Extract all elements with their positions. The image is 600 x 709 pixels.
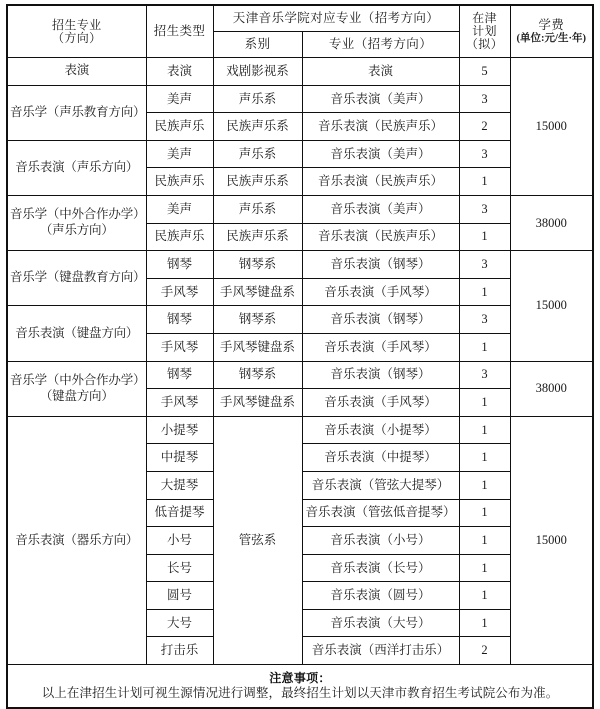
- cell-major-line: 音乐学（声乐教育方向）: [10, 104, 146, 119]
- cell-quota: 3: [459, 195, 510, 223]
- cell-enrollment-type: 低音提琴: [146, 499, 213, 527]
- cell-department: 戏剧影视系: [213, 58, 302, 86]
- cell-major-line: 音乐学（键盘教育方向）: [10, 270, 146, 285]
- cell-quota: 1: [459, 168, 510, 196]
- cell-enrollment-type: 美声: [146, 140, 213, 168]
- table-row: [7, 140, 593, 168]
- cell-enrollment-type: 小号: [146, 527, 213, 555]
- cell-quota: 1: [459, 333, 510, 361]
- cell-program: 音乐表演（管弦大提琴）: [302, 471, 459, 499]
- cell-quota: 1: [459, 609, 510, 637]
- cell-quota: 1: [459, 278, 510, 306]
- cell-major-line: 音乐表演（器乐方向）: [15, 532, 139, 547]
- cell-department: 手风琴键盘系: [213, 333, 302, 361]
- cell-program: 音乐表演（民族声乐）: [302, 168, 459, 196]
- cell-program: 音乐表演（民族声乐）: [302, 223, 459, 251]
- footnote-cell: [7, 665, 593, 709]
- cell-department: 民族声乐系: [213, 113, 302, 141]
- cell-enrollment-type: 表演: [146, 58, 213, 86]
- table-footer: [7, 665, 593, 709]
- cell-program: 表演: [302, 58, 459, 86]
- cell-department: 手风琴键盘系: [213, 278, 302, 306]
- cell-enrollment-type: 钢琴: [146, 306, 213, 334]
- cell-major-line: 音乐表演（键盘方向）: [15, 325, 139, 340]
- cell-quota: 2: [459, 113, 510, 141]
- cell-major: [7, 416, 146, 664]
- cell-program: 音乐表演（美声）: [302, 140, 459, 168]
- header-quota-line2: 计划: [472, 24, 497, 39]
- cell-department: 民族声乐系: [213, 223, 302, 251]
- cell-enrollment-type: 大号: [146, 609, 213, 637]
- cell-department: 钢琴系: [213, 361, 302, 389]
- cell-enrollment-type: 手风琴: [146, 278, 213, 306]
- cell-program: 音乐表演（手风琴）: [302, 389, 459, 417]
- cell-quota: 3: [459, 140, 510, 168]
- cell-program: 音乐表演（大号）: [302, 609, 459, 637]
- cell-major: [7, 195, 146, 250]
- cell-department: 手风琴键盘系: [213, 389, 302, 417]
- footnote-row: [7, 665, 593, 709]
- cell-major: [7, 306, 146, 361]
- cell-program: 音乐表演（圆号）: [302, 582, 459, 610]
- cell-program: 音乐表演（手风琴）: [302, 333, 459, 361]
- cell-quota: 1: [459, 499, 510, 527]
- table-body: [7, 58, 593, 665]
- cell-quota: 1: [459, 416, 510, 444]
- header-quota-line1: 在津: [472, 11, 497, 26]
- header-row-1: [7, 5, 593, 32]
- cell-enrollment-type: 民族声乐: [146, 223, 213, 251]
- cell-program: 音乐表演（长号）: [302, 554, 459, 582]
- cell-enrollment-type: 小提琴: [146, 416, 213, 444]
- header-major: [7, 5, 146, 58]
- cell-enrollment-type: 长号: [146, 554, 213, 582]
- cell-enrollment-type: 圆号: [146, 582, 213, 610]
- cell-quota: 1: [459, 389, 510, 417]
- cell-program: 音乐表演（手风琴）: [302, 278, 459, 306]
- cell-major-line: （声乐方向）: [39, 223, 114, 238]
- cell-enrollment-type: 打击乐: [146, 637, 213, 665]
- cell-major: [7, 140, 146, 195]
- cell-program: 音乐表演（钢琴）: [302, 361, 459, 389]
- cell-enrollment-type: 民族声乐: [146, 168, 213, 196]
- footnote-title: 注意事项：: [269, 671, 331, 686]
- cell-quota: 1: [459, 582, 510, 610]
- cell-quota: 5: [459, 58, 510, 86]
- table-row: [7, 195, 593, 223]
- header-tuition: [510, 5, 593, 58]
- header-enrollment-type: 招生类型: [146, 5, 213, 58]
- cell-quota: 1: [459, 471, 510, 499]
- cell-major: [7, 251, 146, 306]
- cell-enrollment-type: 民族声乐: [146, 113, 213, 141]
- cell-major: [7, 58, 146, 86]
- cell-program: 音乐表演（小号）: [302, 527, 459, 555]
- footnote-body: 以上在津招生计划可视生源情况进行调整，最终招生计划以天津市教育招生考试院公布为准。: [41, 686, 559, 701]
- header-tuition-unit: (单位:元/生·年): [516, 32, 586, 44]
- cell-quota: 2: [459, 637, 510, 665]
- cell-major: [7, 361, 146, 416]
- cell-quota: 1: [459, 554, 510, 582]
- table-row: [7, 58, 593, 86]
- cell-department: 钢琴系: [213, 306, 302, 334]
- cell-tuition: 38000: [510, 195, 593, 250]
- cell-quota: 3: [459, 361, 510, 389]
- cell-department: 民族声乐系: [213, 168, 302, 196]
- cell-department: 声乐系: [213, 85, 302, 113]
- cell-program: 音乐表演（西洋打击乐）: [302, 637, 459, 665]
- cell-enrollment-type: 大提琴: [146, 471, 213, 499]
- cell-major-line: 表演: [64, 63, 90, 78]
- cell-department: 钢琴系: [213, 251, 302, 279]
- cell-enrollment-type: 美声: [146, 195, 213, 223]
- header-quota: [459, 5, 510, 58]
- header-department: 系别: [213, 32, 302, 58]
- header-conservatory-group: 天津音乐学院对应专业（招考方向）: [213, 5, 459, 32]
- cell-major-line: 音乐学（中外合作办学）: [10, 207, 146, 222]
- cell-program: 音乐表演（钢琴）: [302, 251, 459, 279]
- cell-quota: 3: [459, 306, 510, 334]
- cell-enrollment-type: 钢琴: [146, 361, 213, 389]
- cell-department: 管弦系: [213, 416, 302, 664]
- cell-department: 声乐系: [213, 140, 302, 168]
- cell-enrollment-type: 中提琴: [146, 444, 213, 472]
- cell-quota: 3: [459, 85, 510, 113]
- table-row: [7, 85, 593, 113]
- cell-department: 声乐系: [213, 195, 302, 223]
- cell-program: 音乐表演（美声）: [302, 195, 459, 223]
- cell-tuition: 15000: [510, 58, 593, 196]
- cell-program: 音乐表演（中提琴）: [302, 444, 459, 472]
- table-header: [7, 5, 593, 58]
- header-program: 专业（招考方向）: [302, 32, 459, 58]
- enrollment-plan-table: [6, 4, 594, 709]
- cell-enrollment-type: 手风琴: [146, 333, 213, 361]
- cell-quota: 3: [459, 251, 510, 279]
- table-row: [7, 416, 593, 444]
- cell-quota: 1: [459, 223, 510, 251]
- header-major-line1: 招生专业: [51, 17, 102, 32]
- table-row: [7, 251, 593, 279]
- cell-program: 音乐表演（管弦低音提琴）: [302, 499, 459, 527]
- header-major-line2: （方向）: [51, 30, 102, 45]
- cell-program: 音乐表演（美声）: [302, 85, 459, 113]
- cell-program: 音乐表演（钢琴）: [302, 306, 459, 334]
- header-quota-line3: （拟）: [465, 36, 504, 51]
- header-tuition-main: 学费: [538, 17, 565, 32]
- cell-major-line: 音乐表演（声乐方向）: [15, 160, 139, 175]
- cell-tuition: 38000: [510, 361, 593, 416]
- cell-enrollment-type: 钢琴: [146, 251, 213, 279]
- cell-major-line: 音乐学（中外合作办学）: [10, 373, 146, 387]
- cell-quota: 1: [459, 444, 510, 472]
- table-row: [7, 306, 593, 334]
- cell-tuition: 15000: [510, 251, 593, 361]
- cell-program: 音乐表演（民族声乐）: [302, 113, 459, 141]
- cell-tuition: 15000: [510, 416, 593, 664]
- cell-enrollment-type: 手风琴: [146, 389, 213, 417]
- cell-major-line: （键盘方向）: [39, 388, 114, 403]
- table-row: [7, 361, 593, 389]
- cell-major: [7, 85, 146, 140]
- cell-quota: 1: [459, 527, 510, 555]
- cell-program: 音乐表演（小提琴）: [302, 416, 459, 444]
- cell-enrollment-type: 美声: [146, 85, 213, 113]
